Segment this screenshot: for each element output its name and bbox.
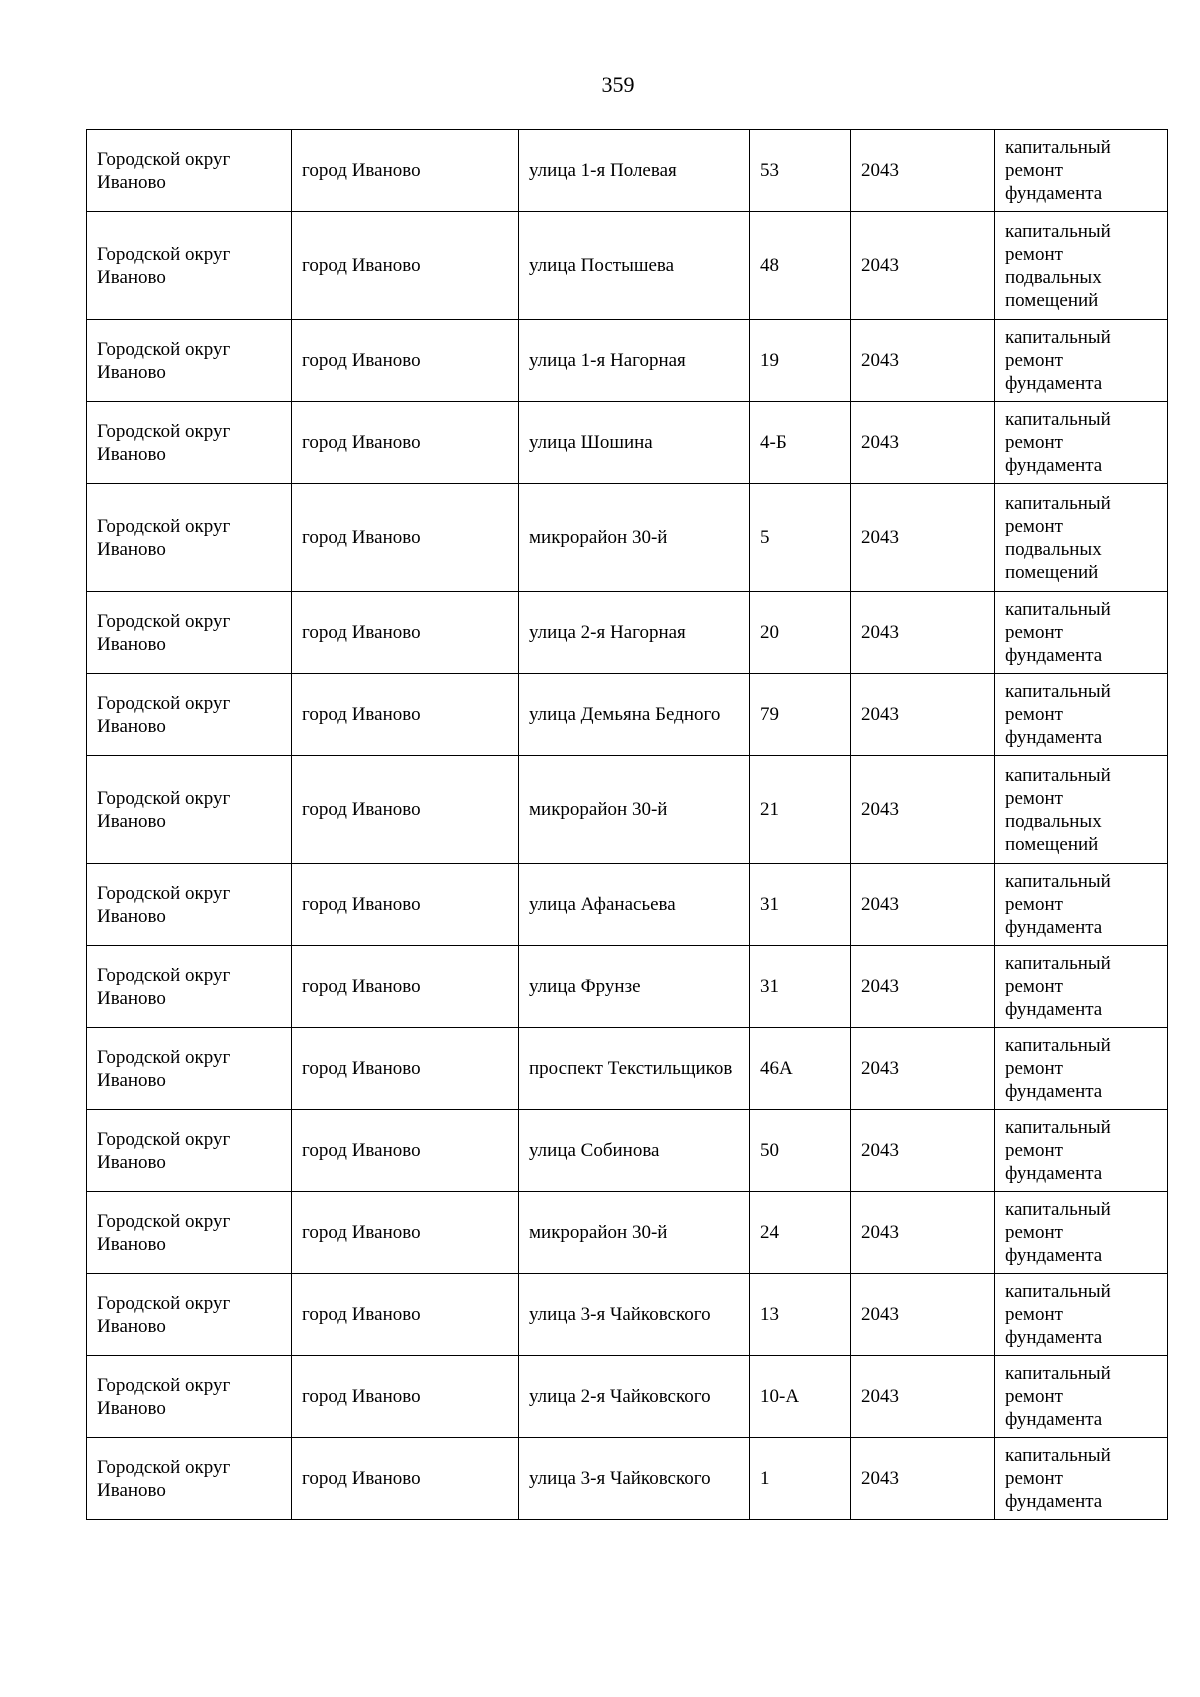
year-cell: 2043 — [851, 1028, 995, 1110]
street-cell: микрорайон 30-й — [519, 756, 750, 864]
street-cell: улица Демьяна Бедного — [519, 674, 750, 756]
settlement-cell: город Иваново — [292, 484, 519, 592]
house-cell: 31 — [750, 946, 851, 1028]
table-row — [87, 946, 1168, 1028]
work-cell: капитальный ремонт фундамента — [995, 946, 1168, 1028]
district-cell: Городской округ Иваново — [87, 1438, 292, 1520]
work-cell: капитальный ремонт фундамента — [995, 864, 1168, 946]
district-cell: Городской округ Иваново — [87, 1192, 292, 1274]
year-cell: 2043 — [851, 1110, 995, 1192]
house-cell: 46А — [750, 1028, 851, 1110]
street-cell: микрорайон 30-й — [519, 1192, 750, 1274]
work-cell: капитальный ремонт фундамента — [995, 1192, 1168, 1274]
street-cell: улица Афанасьева — [519, 864, 750, 946]
year-cell: 2043 — [851, 402, 995, 484]
street-cell: проспект Текстильщиков — [519, 1028, 750, 1110]
table-row — [87, 1110, 1168, 1192]
district-cell: Городской округ Иваново — [87, 320, 292, 402]
work-cell: капитальный ремонт подвальных помещений — [995, 212, 1168, 320]
street-cell: улица 3-я Чайковского — [519, 1274, 750, 1356]
house-cell: 48 — [750, 212, 851, 320]
settlement-cell: город Иваново — [292, 1110, 519, 1192]
work-cell: капитальный ремонт фундамента — [995, 1028, 1168, 1110]
settlement-cell: город Иваново — [292, 1438, 519, 1520]
street-cell: улица 3-я Чайковского — [519, 1438, 750, 1520]
page-number: 359 — [601, 72, 635, 97]
settlement-cell: город Иваново — [292, 1028, 519, 1110]
district-cell: Городской округ Иваново — [87, 592, 292, 674]
street-cell: улица 1-я Нагорная — [519, 320, 750, 402]
table-row — [87, 1192, 1168, 1274]
settlement-cell: город Иваново — [292, 674, 519, 756]
district-cell: Городской округ Иваново — [87, 756, 292, 864]
house-cell: 31 — [750, 864, 851, 946]
table-row — [87, 130, 1168, 212]
street-cell: микрорайон 30-й — [519, 484, 750, 592]
house-cell: 5 — [750, 484, 851, 592]
house-cell: 21 — [750, 756, 851, 864]
table-row — [87, 864, 1168, 946]
table-row — [87, 674, 1168, 756]
table-row — [87, 592, 1168, 674]
district-cell: Городской округ Иваново — [87, 674, 292, 756]
year-cell: 2043 — [851, 484, 995, 592]
settlement-cell: город Иваново — [292, 1274, 519, 1356]
year-cell: 2043 — [851, 1356, 995, 1438]
district-cell: Городской округ Иваново — [87, 946, 292, 1028]
work-cell: капитальный ремонт подвальных помещений — [995, 484, 1168, 592]
street-cell: улица Постышева — [519, 212, 750, 320]
settlement-cell: город Иваново — [292, 592, 519, 674]
work-cell: капитальный ремонт фундамента — [995, 674, 1168, 756]
house-cell: 79 — [750, 674, 851, 756]
settlement-cell: город Иваново — [292, 756, 519, 864]
work-cell: капитальный ремонт фундамента — [995, 1110, 1168, 1192]
table-row — [87, 320, 1168, 402]
table-row — [87, 212, 1168, 320]
settlement-cell: город Иваново — [292, 1192, 519, 1274]
work-cell: капитальный ремонт фундамента — [995, 320, 1168, 402]
district-cell: Городской округ Иваново — [87, 1028, 292, 1110]
year-cell: 2043 — [851, 1274, 995, 1356]
table-row — [87, 1438, 1168, 1520]
year-cell: 2043 — [851, 1192, 995, 1274]
registry-table-body — [87, 130, 1168, 1520]
table-row — [87, 484, 1168, 592]
district-cell: Городской округ Иваново — [87, 1356, 292, 1438]
table-row — [87, 402, 1168, 484]
house-cell: 4-Б — [750, 402, 851, 484]
year-cell: 2043 — [851, 674, 995, 756]
district-cell: Городской округ Иваново — [87, 402, 292, 484]
settlement-cell: город Иваново — [292, 946, 519, 1028]
settlement-cell: город Иваново — [292, 402, 519, 484]
work-cell: капитальный ремонт фундамента — [995, 1438, 1168, 1520]
table-row — [87, 1274, 1168, 1356]
work-cell: капитальный ремонт фундамента — [995, 592, 1168, 674]
table-row — [87, 1028, 1168, 1110]
street-cell: улица Фрунзе — [519, 946, 750, 1028]
table-row — [87, 1356, 1168, 1438]
year-cell: 2043 — [851, 1438, 995, 1520]
year-cell: 2043 — [851, 946, 995, 1028]
table-row — [87, 756, 1168, 864]
district-cell: Городской округ Иваново — [87, 1274, 292, 1356]
street-cell: улица Шошина — [519, 402, 750, 484]
registry-table — [86, 129, 1168, 1520]
work-cell: капитальный ремонт подвальных помещений — [995, 756, 1168, 864]
house-cell: 53 — [750, 130, 851, 212]
work-cell: капитальный ремонт фундамента — [995, 1356, 1168, 1438]
house-cell: 10-А — [750, 1356, 851, 1438]
settlement-cell: город Иваново — [292, 130, 519, 212]
street-cell: улица 2-я Чайковского — [519, 1356, 750, 1438]
district-cell: Городской округ Иваново — [87, 864, 292, 946]
settlement-cell: город Иваново — [292, 864, 519, 946]
year-cell: 2043 — [851, 320, 995, 402]
settlement-cell: город Иваново — [292, 212, 519, 320]
settlement-cell: город Иваново — [292, 1356, 519, 1438]
settlement-cell: город Иваново — [292, 320, 519, 402]
work-cell: капитальный ремонт фундамента — [995, 1274, 1168, 1356]
house-cell: 20 — [750, 592, 851, 674]
house-cell: 13 — [750, 1274, 851, 1356]
work-cell: капитальный ремонт фундамента — [995, 402, 1168, 484]
year-cell: 2043 — [851, 864, 995, 946]
street-cell: улица Собинова — [519, 1110, 750, 1192]
house-cell: 50 — [750, 1110, 851, 1192]
work-cell: капитальный ремонт фундамента — [995, 130, 1168, 212]
district-cell: Городской округ Иваново — [87, 212, 292, 320]
house-cell: 24 — [750, 1192, 851, 1274]
year-cell: 2043 — [851, 756, 995, 864]
district-cell: Городской округ Иваново — [87, 484, 292, 592]
house-cell: 19 — [750, 320, 851, 402]
year-cell: 2043 — [851, 212, 995, 320]
street-cell: улица 2-я Нагорная — [519, 592, 750, 674]
year-cell: 2043 — [851, 130, 995, 212]
house-cell: 1 — [750, 1438, 851, 1520]
district-cell: Городской округ Иваново — [87, 130, 292, 212]
street-cell: улица 1-я Полевая — [519, 130, 750, 212]
district-cell: Городской округ Иваново — [87, 1110, 292, 1192]
year-cell: 2043 — [851, 592, 995, 674]
